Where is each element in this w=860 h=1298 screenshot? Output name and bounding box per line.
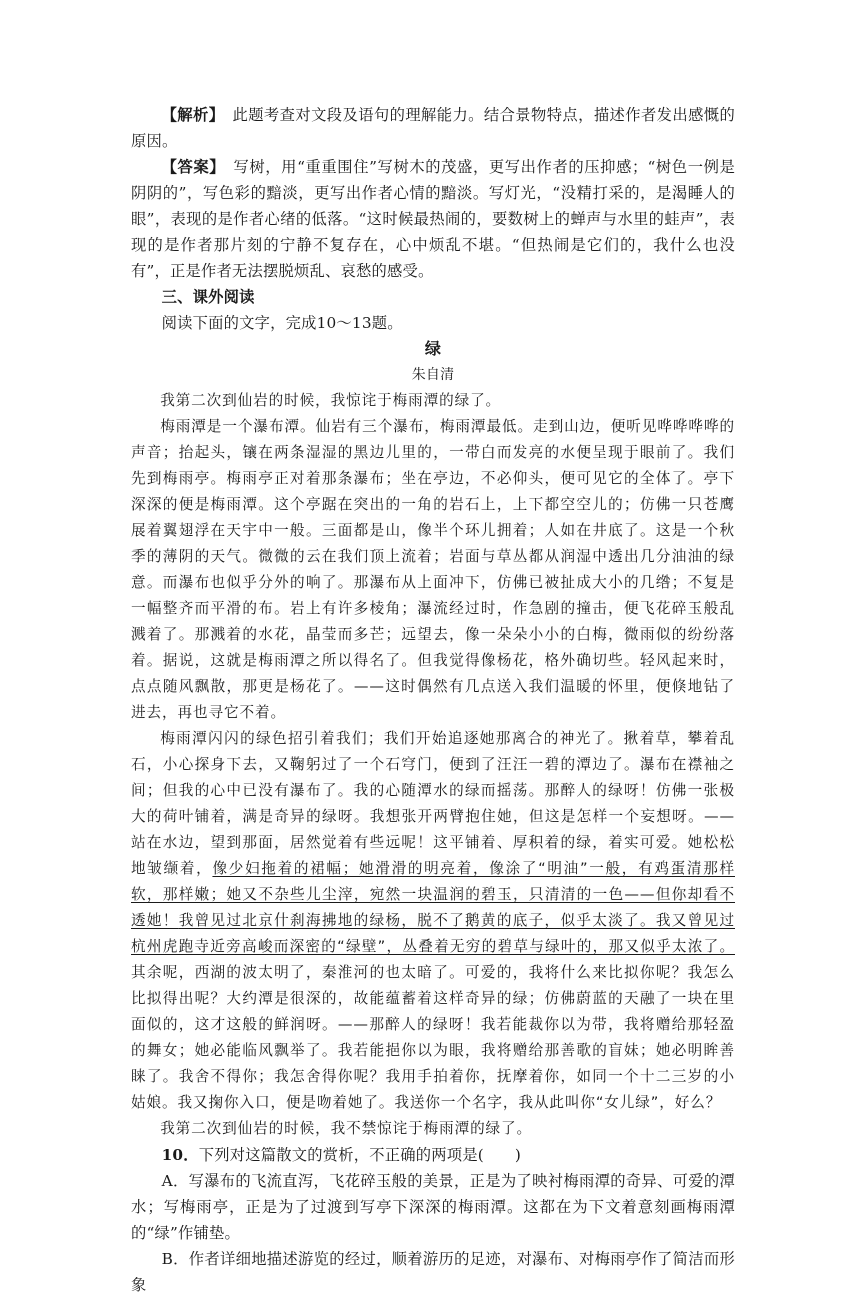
answer-text: 写树，用“重重围住”写树木的茂盛，更写出作者的压抑感；“树色一例是阴阴的”，写色彩的黯淡，更写出作者心情的黯淡。写灯光，“没精打采的，是渴睡人的眼”，表现的是作者心绪的低落。“这时候最热闹的，要数树上的蝉声与水里的蛙声”，表现的是作者那片刻的宁静不复存在，心中烦乱不堪。“但热闹是它们的，我什么也没有”，正是作者无法摆脱烦乱、哀愁的感受。 [131, 158, 736, 280]
underlined-passage-2: 我曾见过北京什刹海拂地的绿杨，脱不了鹅黄的底子，似乎太淡了。我又曾见过杭州虎跑寺近旁高峻而深密的“绿壁”，丛叠着无穷的碧草与绿叶的，那又似乎太浓了。 [131, 912, 735, 955]
question-10-option-a: A．写瀑布的飞流直泻，飞花碎玉般的美景，正是为了映衬梅雨潭的奇异、可爱的潭水；写梅雨亭，正是为了过渡到写亭下深深的梅雨潭。这都在为下文着意刻画梅雨潭的“绿”作铺垫。 [131, 1172, 735, 1242]
answer-paragraph [131, 154, 735, 284]
analysis-label: 【解析】 [161, 106, 217, 124]
essay-paragraph-3 [131, 726, 735, 1116]
essay-paragraph-3-end: 其余呢，西湖的波太明了，秦淮河的也太暗了。可爱的，我将什么来比拟你呢？我怎么比拟得出呢？大约潭是很深的，故能蕴蓄着这样奇异的绿；仿佛蔚蓝的天融了一块在里面似的，这才这般的鲜润呀。——那醉人的绿呀！我若能裁你以为带，我将赠给那轻盈的舞女；她必能临风飘举了。我若能挹你以为眼，我将赠给那善歌的盲妹；她必明眸善睐了。我舍不得你；我怎舍得你呢？我用手拍着你，抚摩着你，如同一个十二三岁的小姑娘。我又掬你入口，便是吻着她了。我送你一个名字，我从此叫你“女儿绿”，好么？ [131, 964, 735, 1111]
essay-paragraph-3-start: 梅雨潭闪闪的绿色招引着我们；我们开始追逐她那离合的神光了。揪着草，攀着乱石，小心探身下去，又鞠躬过了一个石穹门，便到了汪汪一碧的潭边了。瀑布在襟袖之间；但我的心中已没有瀑布了。我的心随潭水的绿而摇荡。那醉人的绿呀！仿佛一张极大的荷叶铺着，满是奇异的绿呀。我想张开两臂抱住她，但这是怎样一个妄想呀。——站在水边，望到那面，居然觉着有些远呢！这平铺着、厚积着的绿，着实可爱。她松松地皱缬着， [131, 730, 735, 877]
essay-author: 朱自清 [411, 367, 455, 383]
underlined-passage-1: 像少妇拖着的裙幅；她滑滑的明亮着，像涂了“明油”一般，有鸡蛋清那样软，那样嫩；她又不杂些儿尘滓，宛然一块温润的碧玉，只清清的一色——但你却看不透她！ [131, 860, 735, 929]
question-10-text: 下列对这篇散文的赏析，不正确的两项是( ) [198, 1146, 522, 1164]
essay-paragraph-4: 我第二次到仙岩的时候，我不禁惊诧于梅雨潭的绿了。 [160, 1120, 533, 1137]
essay-body [131, 388, 735, 1142]
essay-paragraph-1: 我第二次到仙岩的时候，我惊诧于梅雨潭的绿了。 [160, 392, 502, 409]
reading-instruction: 阅读下面的文字，完成10～13题。 [161, 314, 403, 332]
essay-title: 绿 [424, 339, 442, 358]
question-10-stem [131, 1142, 735, 1168]
question-10-option-b: B．作者详细地描述游览的经过，顺着游历的足迹，对瀑布、对梅雨亭作了简洁而形象 [131, 1250, 735, 1294]
essay-paragraph-2: 梅雨潭是一个瀑布潭。仙岩有三个瀑布，梅雨潭最低。走到山边，便听见哗哗哗哗的声音；抬起头，镶在两条湿湿的黑边儿里的，一带白而发亮的水便呈现于眼前了。我们先到梅雨亭。梅雨亭正对着那条瀑布；坐在亭边，不必仰头，便可见它的全体了。亭下深深的便是梅雨潭。这个亭踞在突出的一角的岩石上，上下都空空儿的；仿佛一只苍鹰展着翼翅浮在天宇中一般。三面都是山，像半个环儿拥着；人如在井底了。这是一个秋季的薄阴的天气。微微的云在我们顶上流着；岩面与草丛都从润湿中透出几分油油的绿意。而瀑布也似乎分外的响了。那瀑布从上面冲下，仿佛已被扯成大小的几绺；不复是一幅整齐而平滑的布。岩上有许多棱角；瀑流经过时，作急剧的撞击，便飞花碎玉般乱溅着了。那溅着的水花，晶莹而多芒；远望去，像一朵朵小小的白梅，微雨似的纷纷落着。据说，这就是梅雨潭之所以得名了。但我觉得像杨花，格外确切些。轻风起来时，点点随风飘散，那更是杨花了。——这时偶然有几点送入我们温暖的怀里，便倏地钻了进去，再也寻它不着。 [131, 418, 735, 721]
answer-label: 【答案】 [161, 158, 218, 176]
document-page [131, 102, 735, 1298]
analysis-text: 此题考查对文段及语句的理解能力。结合景物特点，描述作者发出感慨的原因。 [131, 106, 736, 150]
analysis-paragraph [131, 102, 735, 154]
question-10-number: 10． [161, 1146, 199, 1164]
section-heading: 三、课外阅读 [161, 288, 255, 306]
